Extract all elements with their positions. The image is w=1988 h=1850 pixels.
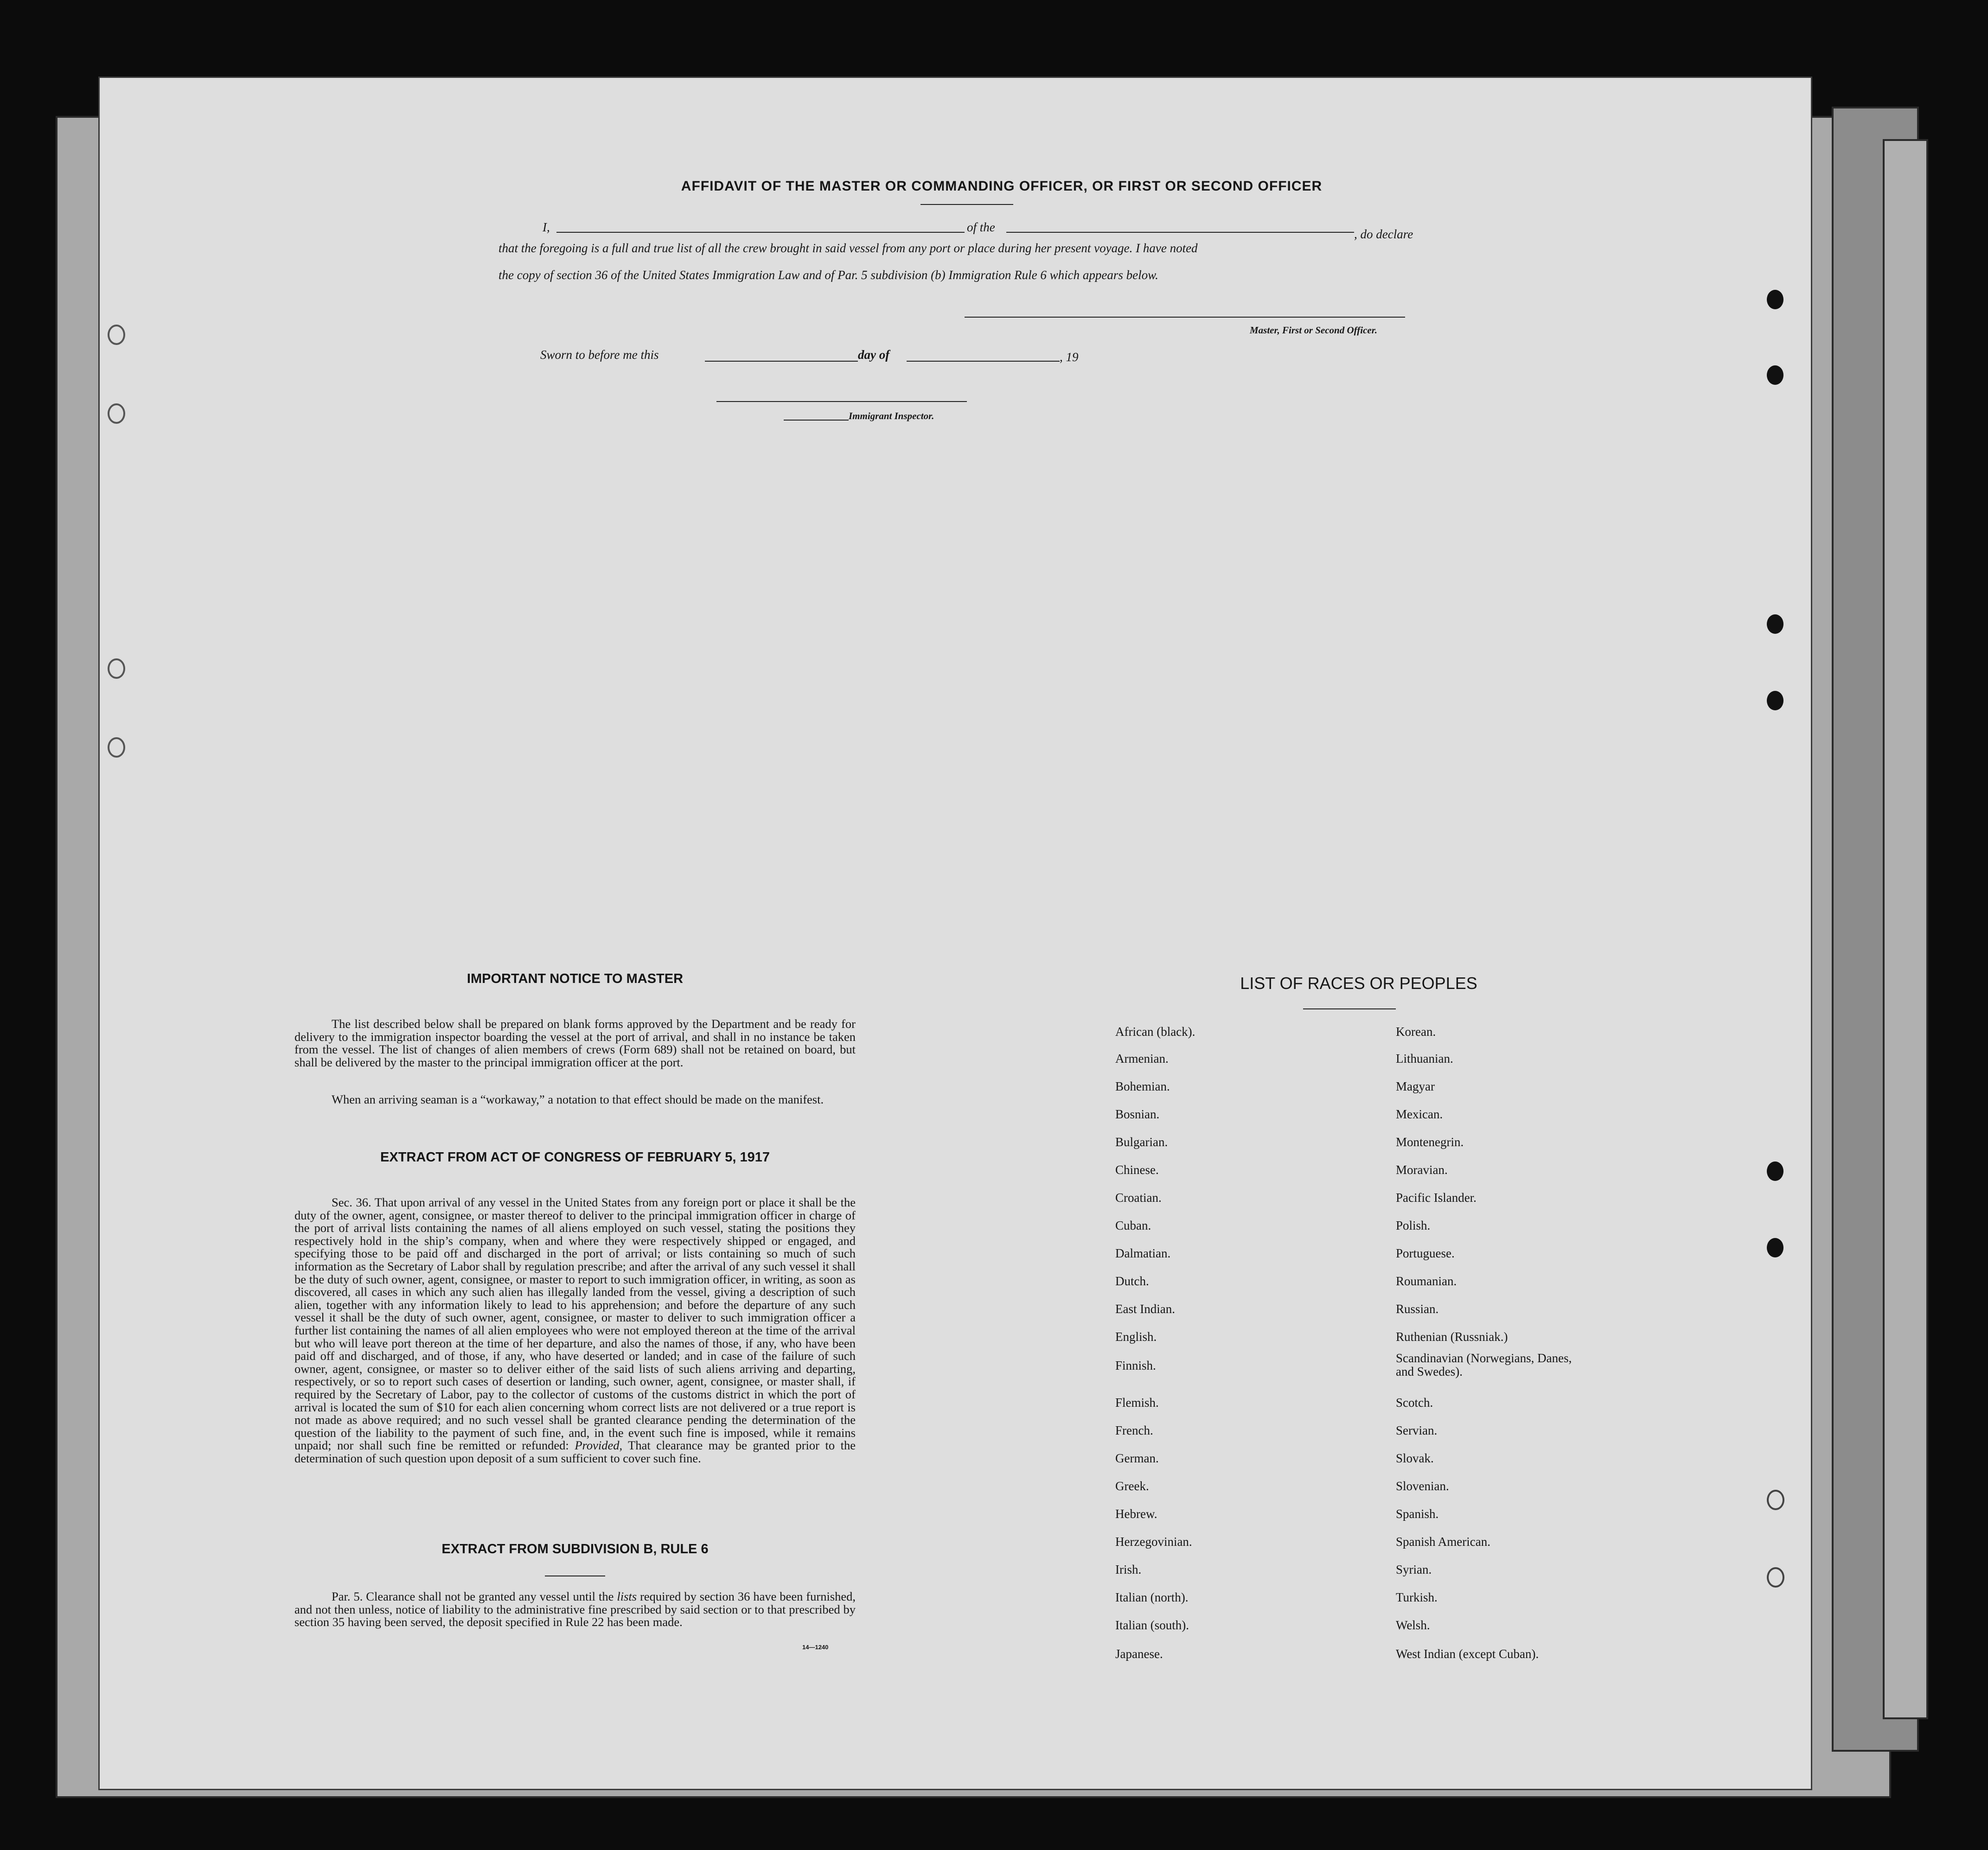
race-item: Bulgarian. [1115, 1135, 1168, 1149]
race-item: African (black). [1115, 1025, 1195, 1039]
race-item: Korean. [1396, 1025, 1436, 1039]
race-item: West Indian (except Cuban). [1396, 1647, 1539, 1661]
race-item: Scotch. [1396, 1396, 1433, 1410]
race-item: Italian (south). [1115, 1618, 1189, 1632]
notice-paragraph: The list described below shall be prepared on blank forms approved by the Department and be ready for delivery to the immigration inspector boarding the vessel at the port of arrival, and shall in no instance be taken from the vessel. The list of changes of alien members of crews (Form 689) shall not be retained on board, but shall be delivered by the master to the principal immigration officer at the port. [294, 1017, 856, 1069]
affidavit-body-line-2: the copy of section 36 of the United States Immigration Law and of Par. 5 subdivision (b) Immigration Rule 6 which appears below. [499, 268, 1158, 282]
race-item: Italian (north). [1115, 1590, 1189, 1604]
race-item: Armenian. [1115, 1052, 1169, 1065]
race-item: Slovenian. [1396, 1479, 1449, 1493]
binder-hole [108, 658, 125, 679]
binder-hole [108, 403, 125, 424]
name-blank-line[interactable] [556, 232, 965, 233]
race-item: Bohemian. [1115, 1079, 1170, 1093]
inspector-caption: Immigrant Inspector. [849, 410, 934, 421]
race-item: Dalmatian. [1115, 1246, 1171, 1260]
signature-line[interactable] [965, 317, 1405, 318]
race-item: Pacific Islander. [1396, 1191, 1477, 1205]
race-item: Moravian. [1396, 1163, 1448, 1177]
document-page [98, 77, 1812, 1790]
binder-hole [1767, 1490, 1784, 1510]
race-item: Irish. [1115, 1563, 1142, 1576]
binder-hole [1767, 1161, 1783, 1181]
binder-hole [1767, 614, 1783, 634]
race-item: Greek. [1115, 1479, 1149, 1493]
extract-rule-title: EXTRACT FROM SUBDIVISION B, RULE 6 [441, 1542, 709, 1557]
race-item: Flemish. [1115, 1396, 1159, 1410]
affidavit-title: AFFIDAVIT OF THE MASTER OR COMMANDING OFFICER, OR FIRST OR SECOND OFFICER [681, 179, 1323, 194]
race-item: Montenegrin. [1396, 1135, 1464, 1149]
race-item: Spanish. [1396, 1507, 1439, 1521]
divider [920, 204, 1013, 205]
notice-paragraph: When an arriving seaman is a “workaway,” a notation to that effect should be made on the manifest. [332, 1092, 824, 1106]
race-item: Mexican. [1396, 1107, 1443, 1121]
signature-caption: Master, First or Second Officer. [1250, 325, 1377, 336]
sworn-label: Sworn to before me this [540, 348, 659, 362]
race-item: Ruthenian (Russniak.) [1396, 1330, 1508, 1344]
notice-title: IMPORTANT NOTICE TO MASTER [467, 971, 684, 986]
section-label: Sec. 36. [332, 1195, 371, 1209]
race-item: Slovak. [1396, 1451, 1434, 1465]
race-item: Portuguese. [1396, 1246, 1455, 1260]
binder-hole [1767, 365, 1783, 385]
race-item: Turkish. [1396, 1590, 1438, 1604]
binder-hole [108, 325, 125, 345]
affidavit-body-line-1: that the foregoing is a full and true list of all the crew brought in said vessel from any port or place during her present voyage. I have noted [499, 241, 1198, 255]
extract-act-title: EXTRACT FROM ACT OF CONGRESS OF FEBRUARY 5, 1917 [380, 1150, 770, 1165]
divider [1303, 1008, 1396, 1009]
race-item: Magyar [1396, 1079, 1435, 1093]
race-item: Russian. [1396, 1302, 1439, 1316]
race-item: French. [1115, 1423, 1153, 1437]
extract-act-paragraph [294, 1196, 856, 1465]
provided-word: Provided, [575, 1438, 623, 1453]
race-item: Chinese. [1115, 1163, 1159, 1177]
binder-hole [1767, 290, 1783, 309]
binder-hole [1767, 1238, 1783, 1257]
race-item: Syrian. [1396, 1563, 1432, 1576]
race-item: Croatian. [1115, 1191, 1162, 1205]
race-item: Finnish. [1115, 1359, 1156, 1372]
lists-word: lists [617, 1589, 637, 1603]
vessel-blank-line[interactable] [1006, 232, 1354, 233]
race-item: Cuban. [1115, 1218, 1151, 1232]
rule-text-b: required by section 36 have been furnished, and not then unless, notice of liability to the administrative fine prescribed by said section or to that prescribed by section 35 having been served, the deposit specified in Rule 22 has been made. [294, 1589, 856, 1629]
race-item: English. [1115, 1330, 1157, 1344]
race-item: Scandinavian (Norwegians, Danes, and Swedes). [1396, 1351, 1572, 1378]
year-label: , 19 [1060, 350, 1079, 364]
binder-hole [1767, 1567, 1784, 1588]
race-item: Lithuanian. [1396, 1052, 1453, 1065]
binder-hole [108, 737, 125, 758]
month-blank-line[interactable] [907, 361, 1060, 362]
race-item: German. [1115, 1451, 1159, 1465]
race-item: Bosnian. [1115, 1107, 1160, 1121]
race-item: Herzegovinian. [1115, 1535, 1192, 1549]
inspector-short-line [784, 420, 849, 421]
form-number: 14—1240 [802, 1644, 829, 1651]
race-item: Servian. [1396, 1423, 1438, 1437]
race-item: Polish. [1396, 1218, 1431, 1232]
race-item: Roumanian. [1396, 1274, 1457, 1288]
inspector-signature-line[interactable] [716, 401, 967, 402]
day-of-label: day of [858, 348, 890, 362]
day-blank-line[interactable] [705, 361, 858, 362]
races-title: LIST OF RACES OR PEOPLES [1240, 974, 1477, 993]
rule-text-a: Par. 5. Clearance shall not be granted any vessel until the [332, 1589, 614, 1603]
race-item: Spanish American. [1396, 1535, 1490, 1549]
affidavit-of-the-label: of the [967, 220, 995, 234]
race-item: Hebrew. [1115, 1507, 1157, 1521]
section-text: That upon arrival of any vessel in the United States from any foreign port or place it shall be the duty of the owner, agent, consignee, or master thereof to deliver to the principal immigration officer in charge of the port of arrival lists containing the names of all aliens employed on such vessel, stating the positions they respectively hold in the ship’s company, when and where they were respectively shipped or engaged, and specifying those to be paid off and discharged in the port of arrival; or lists containing so much of such information as the Secretary of Labor shall by regulation prescribe; and after the arrival of any such vessel it shall be the duty of such owner, agent, consignee, or master to report to such immigration officer, in writing, as soon as discovered, all cases in which any such alien has illegally landed from the vessel, giving a description of such alien, together with any information likely to lead to his apprehension; and before the departure of any such vessel it shall be the duty of such owner, agent, consignee, or master to deliver to such immigration officer a further list containing the names of all alien employees who were not employed thereon at the time of the arrival but who will leave port thereon at the time of her departure, and also the names of those, if any, who have been paid off and discharged, and of those, if any, who have deserted or landed; and in case of the failure of such owner, agent, consignee, or master so to deliver either of the said lists of such aliens arriving and departing, respectively, or so to report such cases of desertion or landing, such owner, agent, consignee, or master shall, if required by the Secretary of Labor, pay to the collector of customs of the customs district in which the port of arrival is located the sum of $10 for each alien concerning whom correct lists are not delivered or a true report is not made as above required; and no such vessel shall be granted clearance pending the determination of the question of the liability to the payment of such fine, and, in the event such fine is imposed, while it remains unpaid; nor shall such fine be remitted or refunded: [294, 1195, 856, 1453]
extract-rule-paragraph [294, 1590, 856, 1629]
race-item: Welsh. [1396, 1618, 1430, 1632]
race-item: Dutch. [1115, 1274, 1149, 1288]
section-text-end: That clearance may be granted prior to the determination of such question upon deposit of a sum sufficient to cover such fine. [294, 1438, 856, 1465]
affidavit-i-label: I, [543, 220, 550, 234]
race-item: East Indian. [1115, 1302, 1175, 1316]
underlying-page-edge [1883, 139, 1928, 1719]
affidavit-do-declare-label: , do declare [1354, 227, 1413, 241]
binder-hole [1767, 691, 1783, 710]
race-item: Japanese. [1115, 1647, 1163, 1661]
